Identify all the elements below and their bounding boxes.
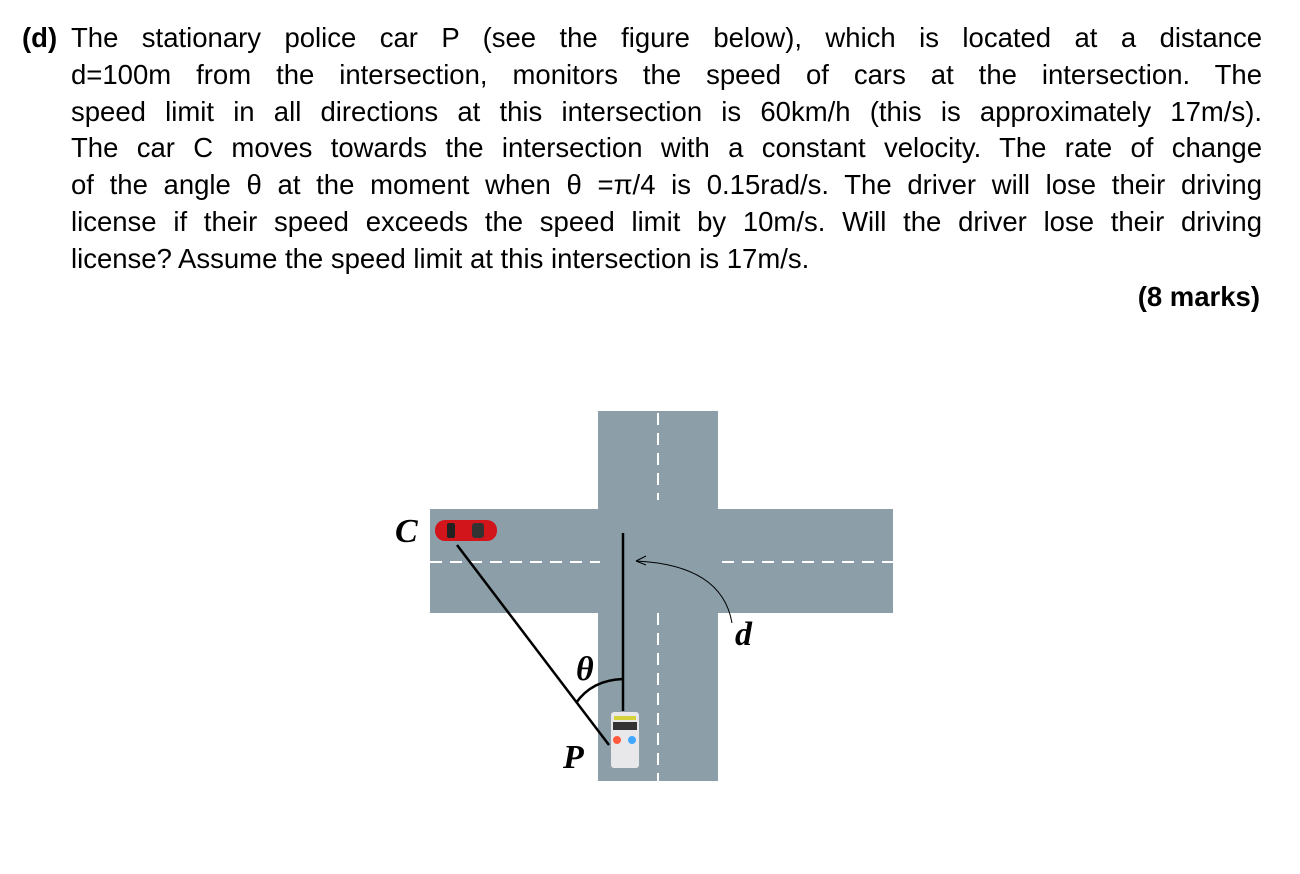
label-p: P: [563, 739, 584, 776]
label-d: d: [735, 616, 752, 653]
question-line: of the angle θ at the moment when θ =π/4 is 0.15rad/s. The driver will lose their driving: [71, 169, 1262, 201]
question-label: (d): [22, 22, 58, 53]
question-line: The stationary police car P (see the figure below), which is located at a distance: [71, 22, 1262, 53]
label-c: C: [395, 513, 418, 550]
question-line: speed limit in all directions at this intersection is 60km/h (this is approximately 17m/s).: [71, 95, 1262, 127]
marks: (8 marks): [1137, 281, 1260, 312]
car-c: [435, 520, 497, 541]
question-line: d=100m from the intersection, monitors the speed of cars at the intersection. The: [71, 58, 1262, 90]
question-line: license if their speed exceeds the speed limit by 10m/s. Will the driver lose their driving: [71, 205, 1262, 237]
roads: [430, 411, 893, 781]
police-car-p: [611, 712, 639, 768]
question-line: The car C moves towards the intersection with a constant velocity. The rate of change: [71, 132, 1262, 164]
question-line: license? Assume the speed limit at this intersection is 17m/s.: [71, 242, 810, 274]
label-theta: θ: [576, 651, 594, 688]
